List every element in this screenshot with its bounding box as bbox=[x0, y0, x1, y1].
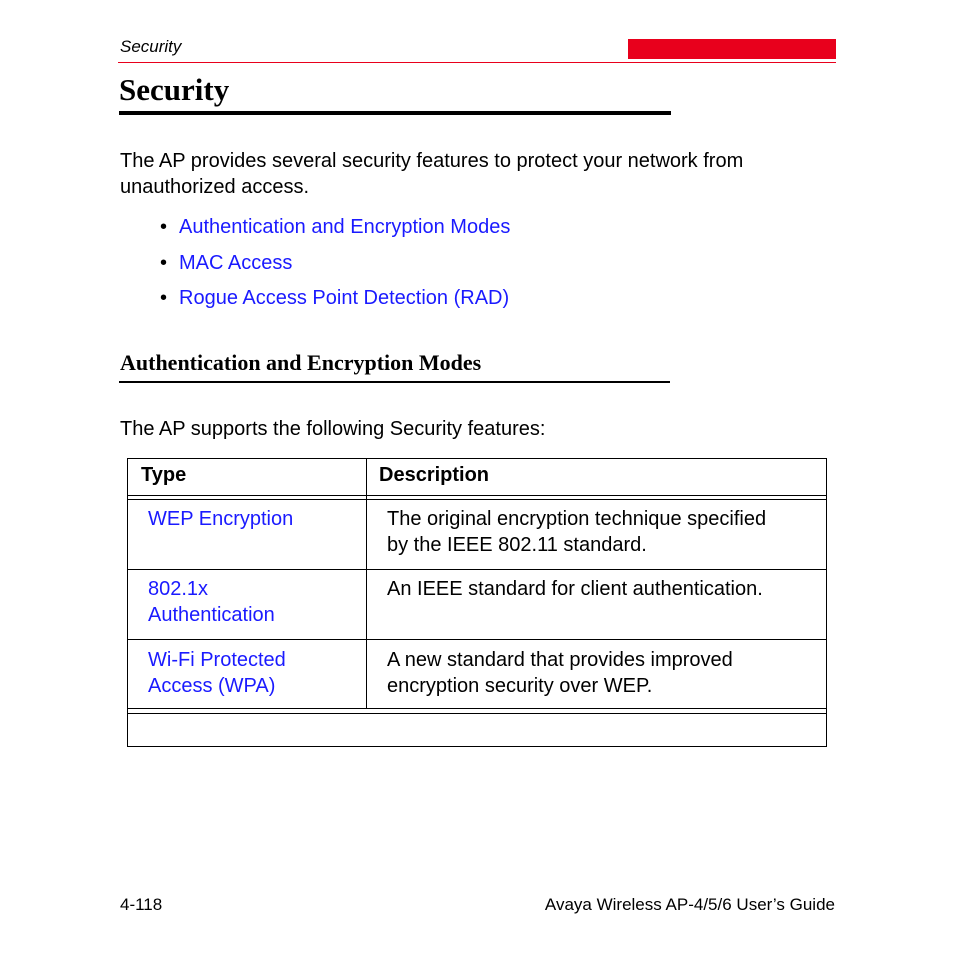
list-item bbox=[160, 213, 510, 249]
intro-paragraph: The AP provides several security features to protect your network from unauthorized access. bbox=[120, 150, 744, 198]
section-title-rule bbox=[119, 111, 671, 115]
link-auth-encryption-modes[interactable]: Authentication and Encryption Modes bbox=[179, 216, 511, 238]
table-row-divider bbox=[128, 569, 826, 570]
table-footer-rule bbox=[128, 713, 826, 714]
header-rule bbox=[118, 62, 836, 63]
list-item bbox=[160, 284, 510, 320]
subsection-title: Authentication and Encryption Modes bbox=[120, 350, 482, 375]
table-header-type: Type bbox=[141, 464, 187, 486]
link-wpa[interactable]: Wi-Fi Protected Access (WPA) bbox=[148, 649, 286, 697]
bullet-icon: • bbox=[160, 251, 168, 274]
guide-title: Avaya Wireless AP-4/5/6 User’s Guide bbox=[544, 895, 835, 914]
topic-link-list bbox=[160, 213, 510, 320]
table-header-rule bbox=[128, 495, 826, 496]
table-row-divider bbox=[128, 708, 826, 709]
features-lead-text: The AP supports the following Security features: bbox=[120, 418, 546, 440]
page-number: 4-118 bbox=[120, 895, 163, 914]
table-header-rule-double bbox=[128, 499, 826, 500]
table-cell-description: An IEEE standard for client authentication. bbox=[387, 578, 763, 600]
table-row-divider bbox=[128, 639, 826, 640]
bullet-icon: • bbox=[160, 216, 168, 238]
list-item bbox=[160, 249, 510, 285]
table-cell-description: A new standard that provides improved encryption security over WEP. bbox=[387, 649, 733, 697]
table-row bbox=[148, 647, 286, 699]
link-8021x-authentication[interactable]: 802.1x Authentication bbox=[148, 578, 275, 626]
link-rogue-ap-detection[interactable]: Rogue Access Point Detection (RAD) bbox=[179, 287, 510, 309]
header-accent-bar bbox=[628, 39, 836, 59]
bullet-icon: • bbox=[160, 287, 168, 309]
link-mac-access[interactable]: MAC Access bbox=[179, 251, 293, 274]
table-row bbox=[148, 506, 293, 532]
table-column-divider bbox=[366, 459, 367, 708]
subsection-title-rule bbox=[119, 381, 670, 383]
table-row bbox=[148, 576, 275, 628]
table-header-description: Description bbox=[379, 464, 490, 486]
running-header-title: Security bbox=[120, 37, 182, 56]
section-title: Security bbox=[119, 72, 230, 107]
table-cell-description: The original encryption technique specified by the IEEE 802.11 standard. bbox=[387, 508, 767, 556]
link-wep-encryption[interactable]: WEP Encryption bbox=[148, 508, 294, 530]
security-features-table bbox=[127, 458, 827, 747]
